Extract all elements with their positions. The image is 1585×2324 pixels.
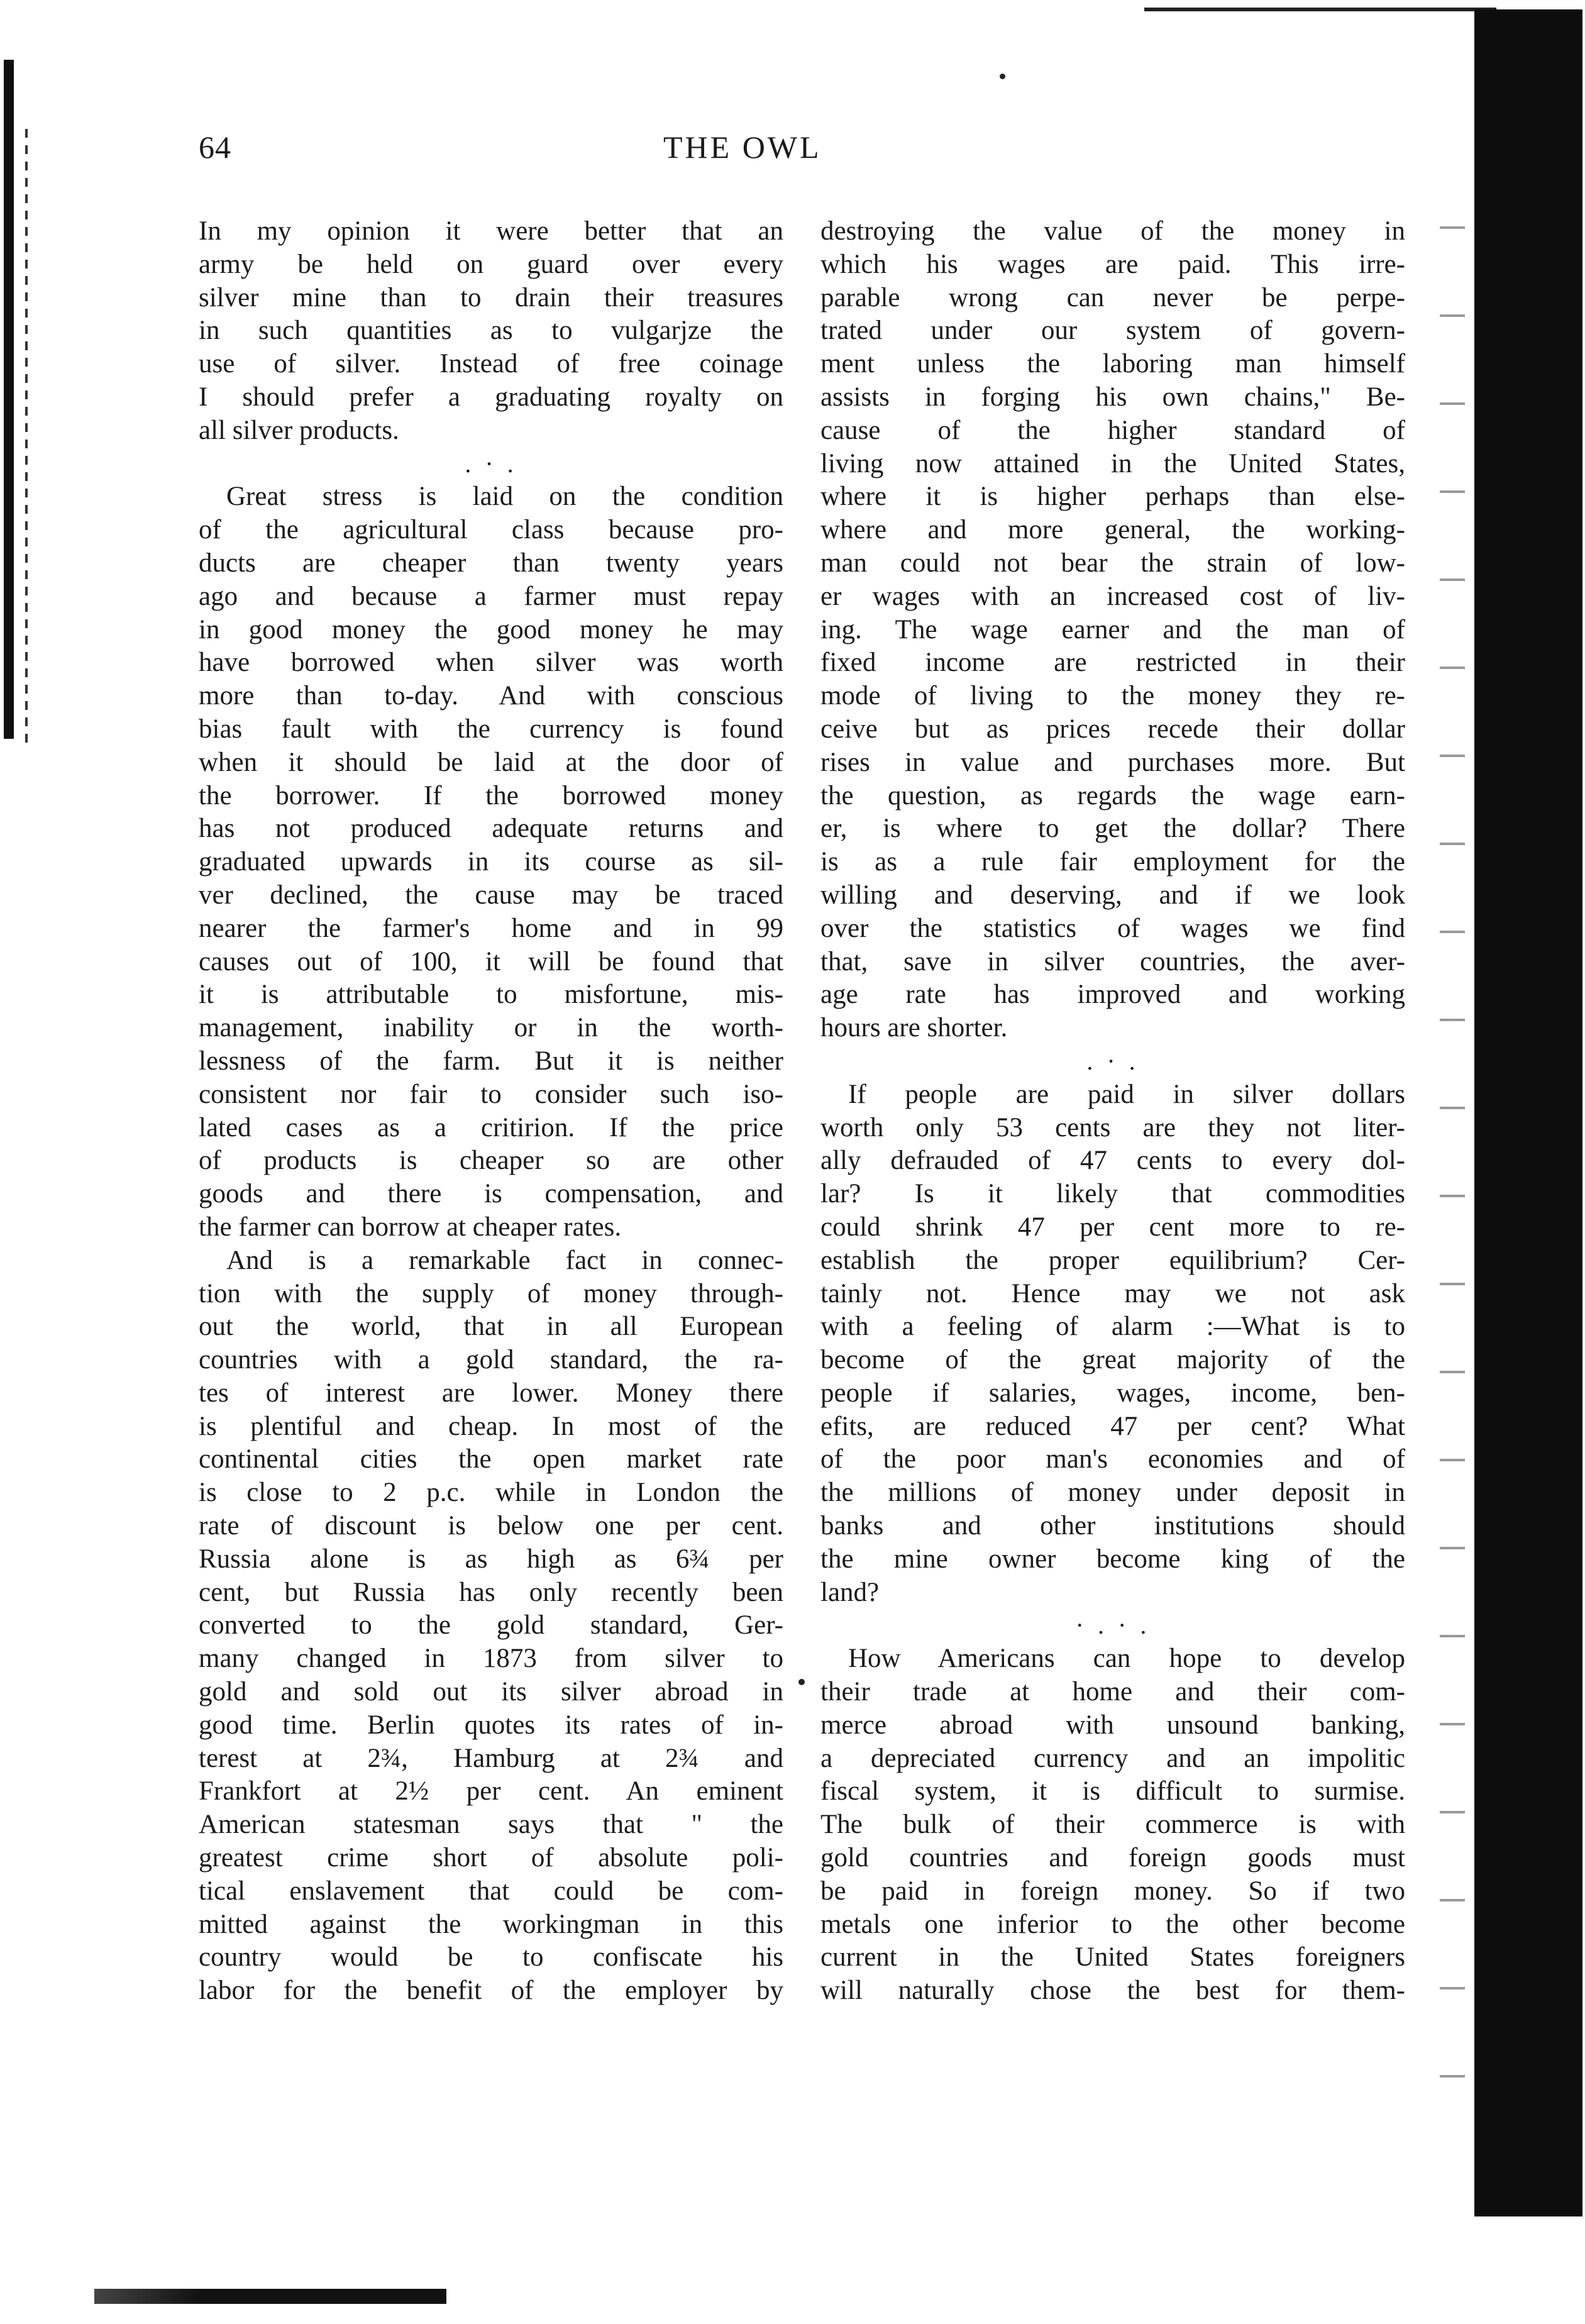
text-line: er wages with an increased cost of liv- — [820, 581, 1405, 611]
text-line: tainly not. Hence may we not ask — [820, 1278, 1405, 1309]
text-line: that, save in silver countries, the aver- — [820, 946, 1405, 977]
text-line: their trade at home and their com- — [820, 1677, 1405, 1707]
text-line: ver declined, the cause may be traced — [199, 880, 783, 910]
text-line: banks and other institutions should — [820, 1511, 1405, 1541]
text-line: lar? Is it likely that commodities — [820, 1179, 1405, 1209]
text-line: Russia alone is as high as 6¾ per — [199, 1544, 783, 1574]
text-line: lessness of the farm. But it is neither — [199, 1046, 783, 1076]
text-line: ing. The wage earner and the man of — [820, 614, 1405, 645]
text-line: the question, as regards the wage earn- — [820, 780, 1405, 811]
scan-edge-right — [1474, 9, 1582, 2216]
text-line: tical enslavement that could be com- — [199, 1876, 783, 1906]
text-line: living now attained in the United States, — [820, 448, 1405, 479]
text-line: many changed in 1873 from silver to — [199, 1644, 783, 1674]
text-line: tes of interest are lower. Money there — [199, 1378, 783, 1408]
text-line: terest at 2¾, Hamburg at 2¾ and — [199, 1743, 783, 1773]
text-line: hours are shorter. — [820, 1013, 1008, 1043]
text-line: silver mine than to drain their treasures — [199, 282, 783, 313]
text-line: will naturally chose the best for them- — [820, 1976, 1405, 2006]
text-line: is as a rule fair employment for the — [820, 847, 1405, 877]
text-line: labor for the benefit of the employer by — [199, 1976, 783, 2006]
text-line: graduated upwards in its course as sil- — [199, 847, 783, 877]
text-line: age rate has improved and working — [820, 980, 1405, 1010]
scan-edge-left-speckle — [25, 129, 28, 745]
text-line: more than to-day. And with conscious — [199, 681, 783, 711]
scan-edge-top — [1144, 8, 1496, 11]
text-line: ceive but as prices recede their dollar — [820, 714, 1405, 744]
text-line: of products is cheaper so are other — [199, 1146, 783, 1176]
text-line: How Americans can hope to develop — [848, 1644, 1405, 1674]
text-line: be paid in foreign money. So if two — [820, 1876, 1405, 1906]
scan-speck — [798, 1679, 805, 1685]
right-column — [820, 215, 1405, 2008]
text-line: greatest crime short of absolute poli- — [199, 1843, 783, 1873]
scan-edge-bottom — [94, 2289, 446, 2304]
text-line: Frankfort at 2½ per cent. An eminent — [199, 1776, 783, 1807]
text-line: consistent nor fair to consider such iso- — [199, 1079, 783, 1109]
text-line: out the world, that in all European — [199, 1312, 783, 1342]
scan-speck — [1000, 74, 1005, 79]
section-separator: . · . — [1086, 1046, 1139, 1075]
text-line: gold countries and foreign goods must — [820, 1843, 1405, 1873]
section-separator: · . · . — [1075, 1611, 1151, 1640]
text-line: metals one inferior to the other become — [820, 1909, 1405, 1939]
text-line: mode of living to the money they re- — [820, 681, 1405, 711]
text-line: with a feeling of alarm :—What is to — [820, 1312, 1405, 1342]
text-line: all silver products. — [199, 415, 399, 445]
text-line: of the agricultural class because pro- — [199, 515, 783, 545]
text-line: the borrower. If the borrowed money — [199, 780, 783, 811]
text-line: over the statistics of wages we find — [820, 913, 1405, 943]
text-line: the farmer can borrow at cheaper rates. — [199, 1212, 622, 1242]
text-line: could shrink 47 per cent more to re- — [820, 1212, 1405, 1242]
text-line: where and more general, the working- — [820, 515, 1405, 545]
text-line: it is attributable to misfortune, mis- — [199, 980, 783, 1010]
text-line: army be held on guard over every — [199, 249, 783, 279]
scan-edge-right-speckle — [1440, 189, 1465, 2138]
text-line: And is a remarkable fact in connec- — [226, 1245, 783, 1275]
text-line: efits, are reduced 47 per cent? What — [820, 1411, 1405, 1441]
text-line: rate of discount is below one per cent. — [199, 1511, 783, 1541]
text-line: cent, but Russia has only recently been — [199, 1577, 783, 1607]
text-line: the millions of money under deposit in — [820, 1478, 1405, 1508]
text-line: In my opinion it were better that an — [199, 216, 783, 246]
text-line: in such quantities as to vulgarjze the — [199, 316, 783, 346]
text-line: If people are paid in silver dollars — [848, 1079, 1405, 1109]
text-line: is plentiful and cheap. In most of the — [199, 1411, 783, 1441]
text-line: when it should be laid at the door of — [199, 747, 783, 777]
text-line: gold and sold out its silver abroad in — [199, 1677, 783, 1707]
text-line: willing and deserving, and if we look — [820, 880, 1405, 910]
text-line: of the poor man's economies and of — [820, 1444, 1405, 1475]
text-line: a depreciated currency and an impolitic — [820, 1743, 1405, 1773]
text-line: continental cities the open market rate — [199, 1444, 783, 1475]
text-line: fiscal system, it is difficult to surmise. — [820, 1776, 1405, 1807]
text-line: good time. Berlin quotes its rates of in- — [199, 1710, 783, 1740]
text-line: assists in forging his own chains," Be- — [820, 382, 1405, 412]
text-line: in good money the good money he may — [199, 614, 783, 645]
text-line: bias fault with the currency is found — [199, 714, 783, 744]
left-column — [199, 215, 783, 2008]
running-title: THE OWL — [663, 130, 822, 165]
text-line: Great stress is laid on the condition — [226, 482, 783, 512]
text-line: current in the United States foreigners — [820, 1942, 1405, 1973]
text-line: The bulk of their commerce is with — [820, 1810, 1405, 1840]
text-line: cause of the higher standard of — [820, 415, 1405, 445]
text-line: trated under our system of govern- — [820, 316, 1405, 346]
text-line: has not produced adequate returns and — [199, 814, 783, 844]
text-line: man could not bear the strain of low- — [820, 548, 1405, 578]
text-line: causes out of 100, it will be found that — [199, 946, 783, 977]
text-line: establish the proper equilibrium? Cer- — [820, 1245, 1405, 1275]
text-line: worth only 53 cents are they not liter- — [820, 1112, 1405, 1143]
text-line: goods and there is compensation, and — [199, 1179, 783, 1209]
text-line: I should prefer a graduating royalty on — [199, 382, 783, 412]
text-line: use of silver. Instead of free coinage — [199, 349, 783, 379]
text-line: which his wages are paid. This irre- — [820, 249, 1405, 279]
text-line: ducts are cheaper than twenty years — [199, 548, 783, 578]
text-line: land? — [820, 1577, 880, 1607]
text-line: fixed income are restricted in their — [820, 648, 1405, 678]
text-line: converted to the gold standard, Ger- — [199, 1610, 783, 1641]
text-line: tion with the supply of money through- — [199, 1278, 783, 1309]
text-line: parable wrong can never be perpe- — [820, 282, 1405, 313]
text-line: nearer the farmer's home and in 99 — [199, 913, 783, 943]
text-line: er, is where to get the dollar? There — [820, 814, 1405, 844]
text-line: ment unless the laboring man himself — [820, 349, 1405, 379]
text-line: merce abroad with unsound banking, — [820, 1710, 1405, 1740]
text-line: ally defrauded of 47 cents to every dol- — [820, 1146, 1405, 1176]
text-line: American statesman says that " the — [199, 1810, 783, 1840]
text-line: destroying the value of the money in — [820, 216, 1405, 246]
text-line: where it is higher perhaps than else- — [820, 482, 1405, 512]
text-line: become of the great majority of the — [820, 1345, 1405, 1375]
text-line: countries with a gold standard, the ra- — [199, 1345, 783, 1375]
text-line: management, inability or in the worth- — [199, 1013, 783, 1043]
text-line: people if salaries, wages, income, ben- — [820, 1378, 1405, 1408]
section-separator: . · . — [465, 449, 517, 478]
text-line: lated cases as a critirion. If the price — [199, 1112, 783, 1143]
text-line: mitted against the workingman in this — [199, 1909, 783, 1939]
text-line: country would be to confiscate his — [199, 1942, 783, 1973]
text-line: rises in value and purchases more. But — [820, 747, 1405, 777]
scan-edge-left — [4, 60, 14, 739]
text-line: the mine owner become king of the — [820, 1544, 1405, 1574]
text-line: is close to 2 p.c. while in London the — [199, 1478, 783, 1508]
text-line: have borrowed when silver was worth — [199, 648, 783, 678]
text-line: ago and because a farmer must repay — [199, 581, 783, 611]
page-number: 64 — [199, 130, 231, 165]
